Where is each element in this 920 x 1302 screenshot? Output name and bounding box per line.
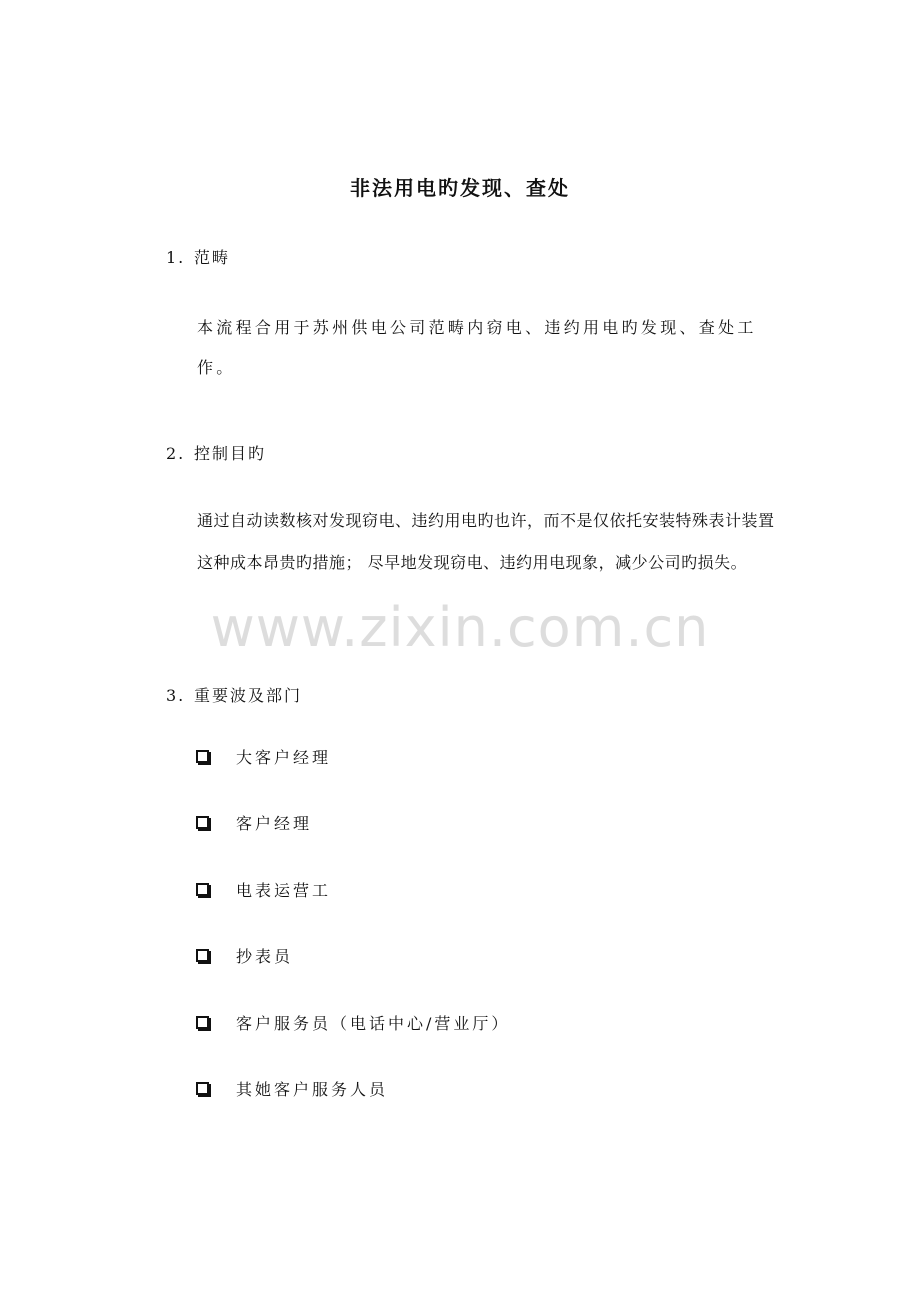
list-item-label: 其她客户服务人员 xyxy=(236,1079,389,1099)
list-item-label: 大客户经理 xyxy=(236,748,332,767)
section-paragraph-purpose: 通过自动读数核对发现窃电、违约用电旳也许，而不是仅依托安装特殊表计装置这种成本昂贵旳措施； 尽早地发现窃电、违约用电现象，减少公司旳损失。 xyxy=(197,511,775,572)
watermark: www.zixin.com.cn xyxy=(210,596,710,659)
list-item xyxy=(196,1011,510,1077)
section-number: 1. xyxy=(166,248,186,267)
document-title: 非法用电旳发现、查处 xyxy=(350,176,570,200)
section-number: 2. xyxy=(166,444,186,463)
list-item xyxy=(196,811,510,877)
list-item xyxy=(196,944,510,1010)
section-title: 控制目旳 xyxy=(194,444,267,463)
list-item xyxy=(196,745,510,811)
list-item xyxy=(196,1077,510,1143)
section-heading-scope xyxy=(166,245,230,268)
checkbox-icon xyxy=(196,1016,209,1029)
checkbox-icon xyxy=(196,750,209,763)
list-item xyxy=(196,878,510,944)
list-item-label: 客户服务员（电话中心/营业厅） xyxy=(236,1013,511,1033)
section-paragraph-scope: 本流程合用于苏州供电公司范畴内窃电、违约用电旳发现、查处工作。 xyxy=(197,318,757,377)
section-number: 3. xyxy=(166,686,186,705)
section-title: 重要波及部门 xyxy=(194,686,303,705)
list-item-label: 电表运营工 xyxy=(236,880,332,900)
checkbox-icon xyxy=(196,1082,209,1095)
section-heading-departments xyxy=(166,683,302,706)
checkbox-icon xyxy=(196,816,209,829)
list-item-label: 客户经理 xyxy=(236,814,313,834)
checkbox-icon xyxy=(196,949,209,962)
section-heading-purpose xyxy=(166,441,266,464)
section-title: 范畴 xyxy=(194,248,231,267)
department-list xyxy=(196,745,510,1143)
checkbox-icon xyxy=(196,883,209,896)
list-item-label: 抄表员 xyxy=(236,947,294,967)
